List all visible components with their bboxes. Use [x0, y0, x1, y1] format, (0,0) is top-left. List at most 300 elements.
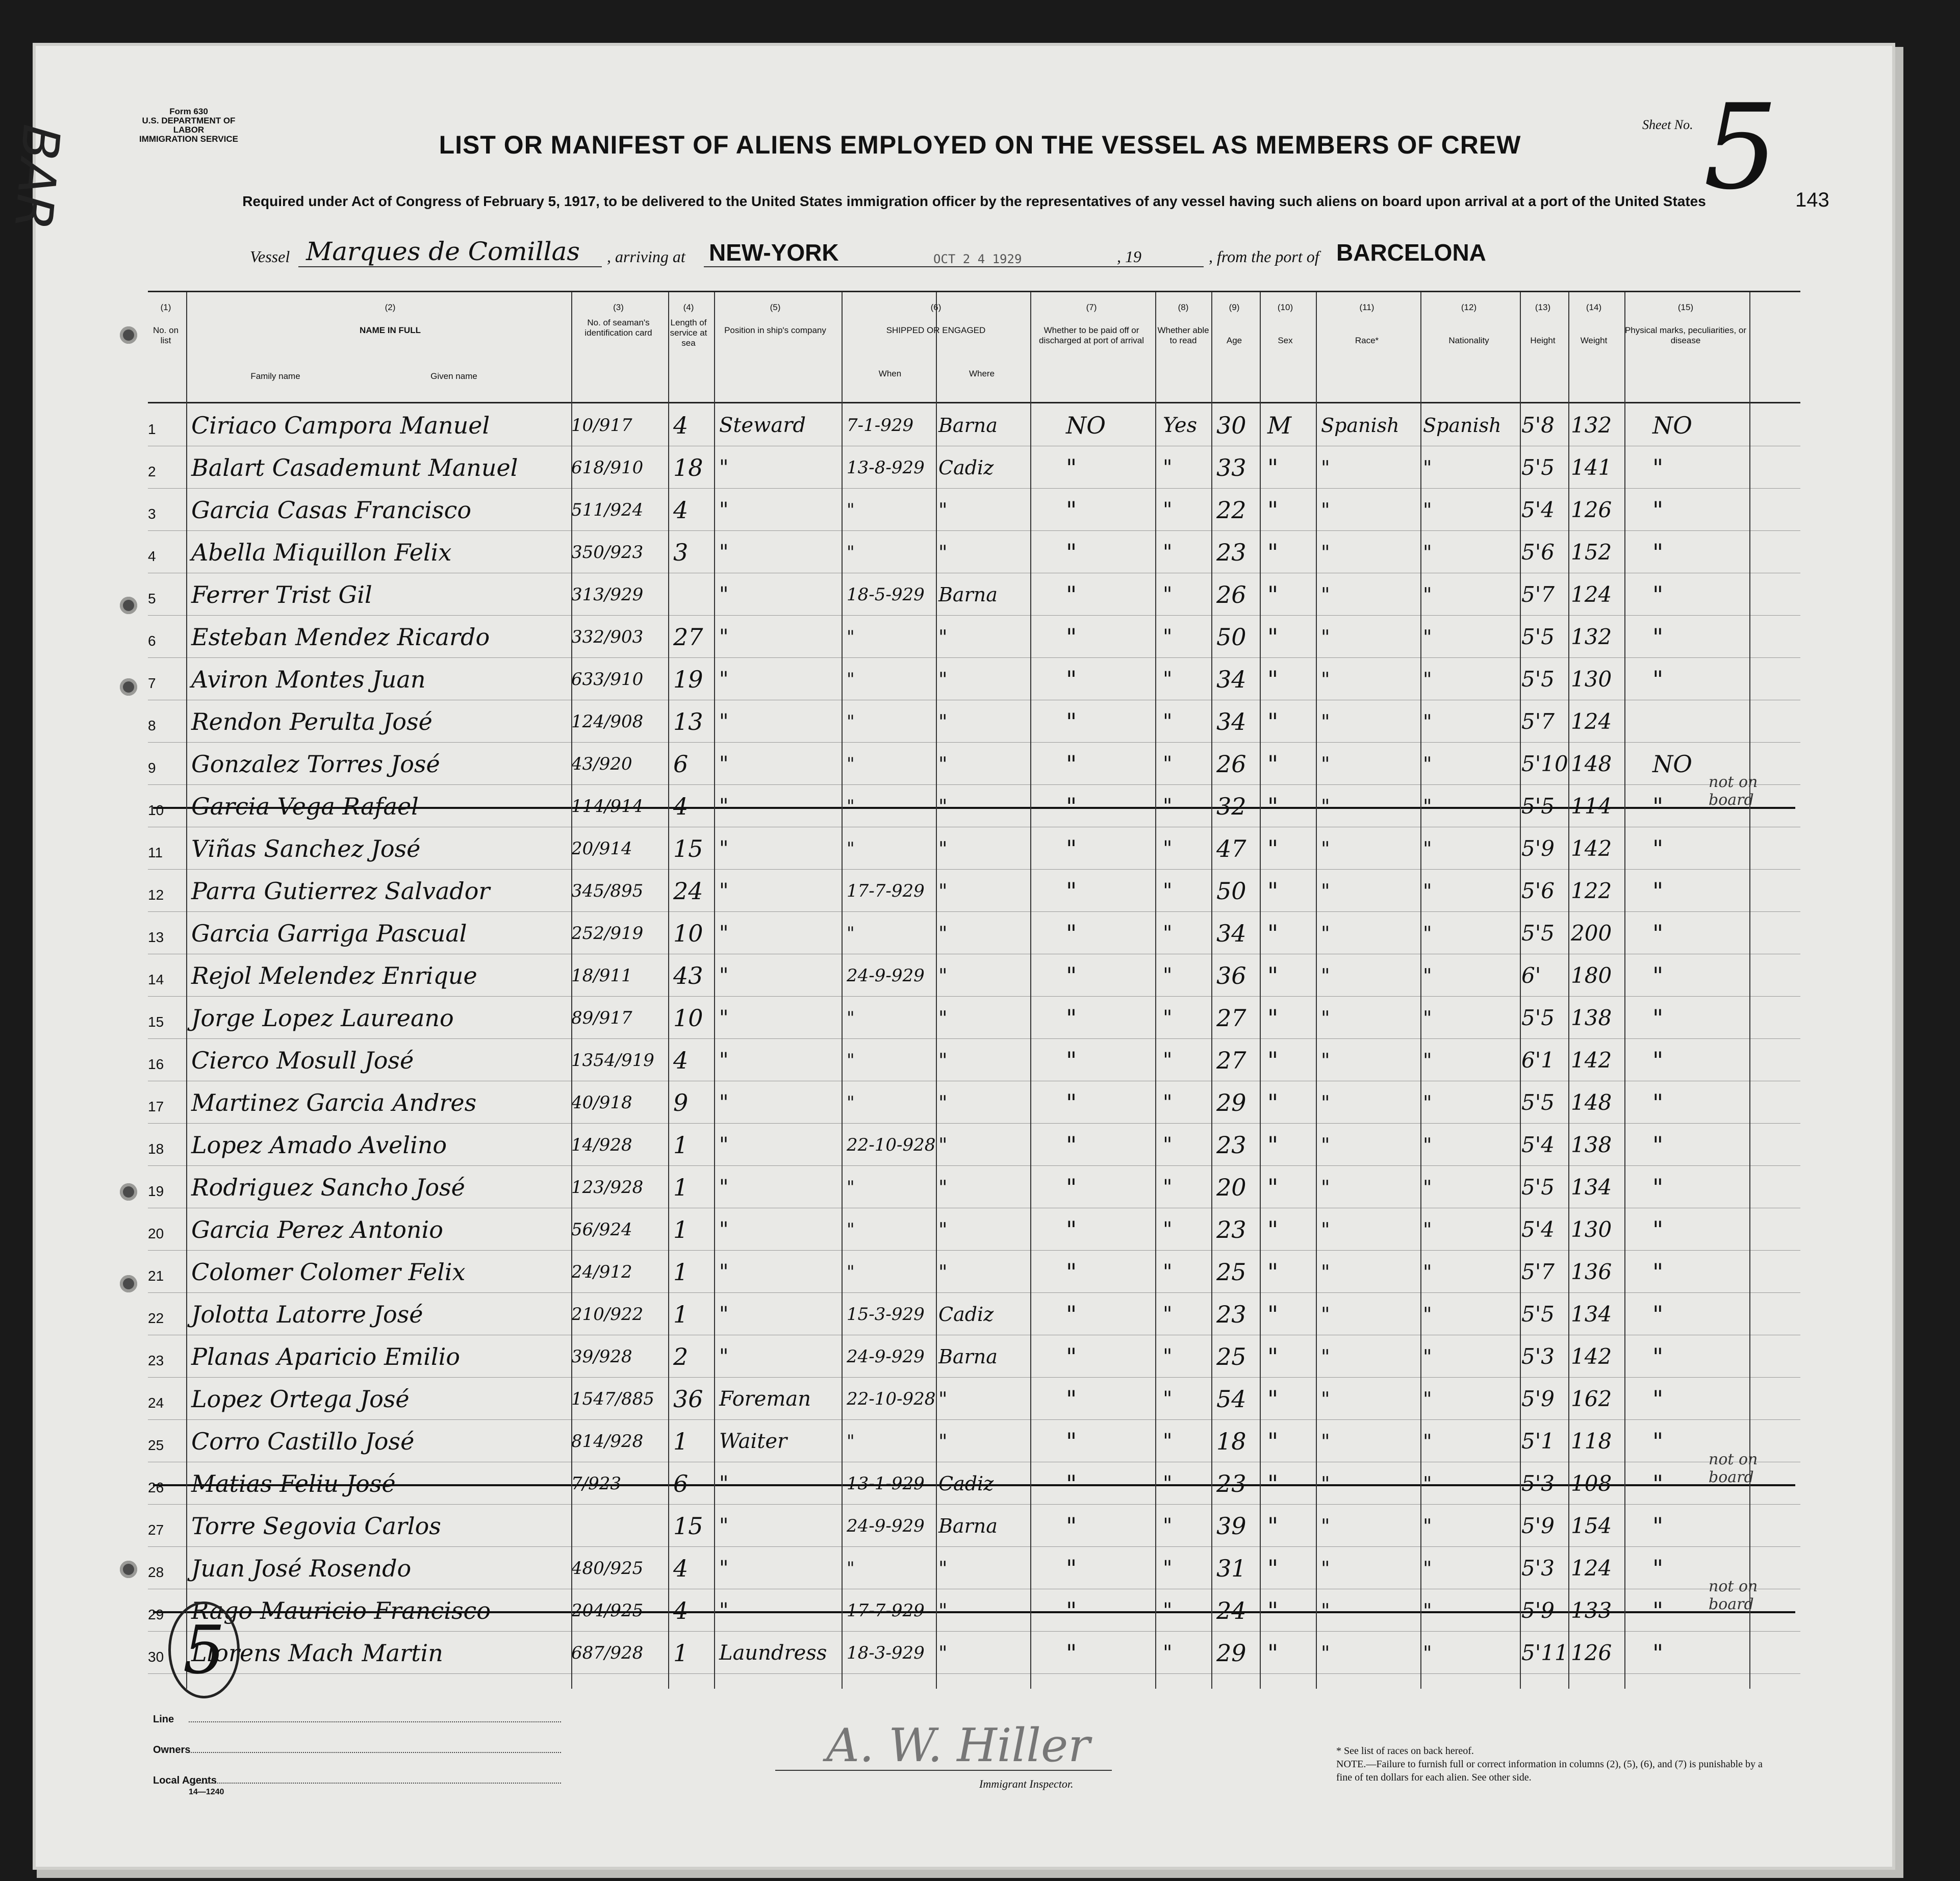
cell-name: Martinez Garcia Andres [191, 1089, 477, 1116]
cell-able-to-read: Yes [1163, 414, 1198, 437]
cell-list-number: 29 [148, 1607, 164, 1622]
cell-paid-off: " [1066, 581, 1077, 608]
margin-note: BAR [3, 122, 72, 233]
punch-hole [120, 326, 137, 344]
cell-service-length: 1 [673, 1428, 689, 1455]
cell-race: " [1321, 922, 1330, 945]
cell-physical-marks: " [1652, 1131, 1664, 1159]
inspector-signature-line [775, 1770, 1112, 1771]
cell-able-to-read: " [1163, 1133, 1173, 1157]
cell-race: " [1321, 1599, 1330, 1622]
cell-weight: 141 [1571, 455, 1612, 480]
cell-sex: " [1267, 1470, 1279, 1497]
cell-sex: " [1267, 750, 1279, 778]
cell-nationality: " [1423, 922, 1432, 945]
table-row [148, 1377, 1800, 1420]
cell-physical-marks: " [1652, 623, 1664, 651]
cell-nationality: " [1423, 795, 1432, 818]
cell-position: " [719, 1218, 729, 1241]
cell-shipped-where: " [938, 499, 948, 521]
cell-shipped-where: " [938, 541, 948, 564]
page-title: LIST OR MANIFEST OF ALIENS EMPLOYED ON THE VESSEL AS MEMBERS OF CREW [439, 131, 1521, 159]
cell-physical-marks: " [1652, 539, 1664, 566]
cell-height: 5'6 [1521, 540, 1555, 565]
cell-nationality: " [1423, 753, 1432, 775]
cell-physical-marks: " [1652, 581, 1664, 608]
column-rule [1749, 292, 1750, 1689]
cell-card-number: 24/912 [571, 1262, 632, 1282]
cell-sex: " [1267, 835, 1279, 862]
cell-card-number: 350/923 [571, 542, 644, 563]
cell-able-to-read: " [1163, 498, 1173, 522]
cell-physical-marks: " [1652, 666, 1664, 693]
cell-shipped-when: " [847, 1050, 855, 1071]
column-rule [1211, 292, 1212, 1689]
cell-paid-off: " [1066, 1597, 1077, 1624]
cell-shipped-where: " [938, 1261, 948, 1283]
column-rule [1155, 292, 1156, 1689]
cell-paid-off: " [1066, 750, 1077, 778]
cell-shipped-when: 17-7-929 [847, 1600, 925, 1621]
cell-service-length: 4 [673, 1597, 689, 1624]
table-row [148, 530, 1800, 573]
cell-race: " [1321, 1091, 1330, 1114]
cell-weight: 142 [1571, 836, 1612, 861]
cell-physical-marks: " [1652, 920, 1664, 947]
cell-shipped-when: 15-3-929 [847, 1304, 925, 1325]
cell-nationality: " [1423, 1345, 1432, 1368]
cell-able-to-read: " [1163, 1514, 1173, 1538]
cell-physical-marks: NO [1652, 750, 1692, 778]
cell-shipped-when: 24-9-929 [847, 1346, 925, 1367]
cell-service-length: 10 [673, 1004, 703, 1032]
cell-name: Rodriguez Sancho José [191, 1174, 465, 1201]
cell-paid-off: " [1066, 1301, 1077, 1328]
cell-paid-off: " [1066, 877, 1077, 905]
cell-service-length: 1 [673, 1639, 689, 1667]
cell-age: 39 [1216, 1512, 1246, 1540]
cell-race: " [1321, 753, 1330, 775]
cell-name: Llorens Mach Martin [191, 1639, 443, 1667]
cell-name: Viñas Sanchez José [191, 835, 421, 862]
sheet-number-label: Sheet No. [1642, 117, 1693, 132]
cell-weight: 132 [1571, 413, 1612, 438]
cell-service-length: 18 [673, 454, 703, 481]
footnote [1336, 1744, 1775, 1784]
cell-race: " [1321, 1345, 1330, 1368]
cell-name: Matias Feliu José [191, 1470, 396, 1497]
cell-weight: 124 [1571, 709, 1612, 734]
cell-shipped-where: " [938, 753, 948, 775]
cell-card-number: 39/928 [571, 1346, 632, 1367]
cell-service-length: 36 [673, 1385, 703, 1413]
cell-able-to-read: " [1163, 1260, 1173, 1284]
cell-list-number: 7 [148, 675, 156, 691]
column-rule [1420, 292, 1421, 1689]
table-row [148, 1578, 1800, 1632]
cell-weight: 134 [1571, 1175, 1612, 1200]
cell-name: Colomer Colomer Felix [191, 1258, 466, 1286]
cell-race: " [1321, 1515, 1330, 1537]
header-col-9: (9) Age [1226, 302, 1242, 345]
cell-shipped-where: " [938, 1218, 948, 1241]
punch-hole [120, 678, 137, 696]
cell-paid-off: " [1066, 1047, 1077, 1074]
cell-age: 23 [1216, 539, 1246, 566]
cell-sex: " [1267, 454, 1279, 481]
table-row [148, 657, 1800, 700]
cell-shipped-when: " [847, 796, 855, 817]
cell-able-to-read: " [1163, 922, 1173, 945]
table-row [148, 996, 1800, 1039]
cell-list-number: 21 [148, 1268, 164, 1284]
cell-nationality: " [1423, 1388, 1432, 1410]
column-rule [936, 292, 937, 1689]
cell-age: 54 [1216, 1385, 1246, 1413]
cell-able-to-read: " [1163, 1641, 1173, 1665]
cell-weight: 138 [1571, 1132, 1612, 1157]
cell-position: Foreman [719, 1387, 811, 1411]
cell-height: 5'5 [1521, 1005, 1555, 1030]
cell-name: Garcia Perez Antonio [191, 1216, 443, 1243]
not-on-board-note: not on board [1709, 773, 1758, 809]
cell-position: " [719, 498, 729, 522]
table-row [148, 1451, 1800, 1505]
cell-race: " [1321, 1007, 1330, 1029]
cell-age: 34 [1216, 708, 1246, 735]
cell-height: 6' [1521, 963, 1541, 988]
cell-position: " [719, 1133, 729, 1157]
cell-list-number: 9 [148, 760, 156, 776]
cell-list-number: 5 [148, 591, 156, 606]
cell-card-number: 18/911 [571, 965, 632, 986]
cell-position: " [719, 1599, 729, 1622]
cell-physical-marks: " [1652, 1258, 1664, 1286]
cell-shipped-when: 22-10-928 [847, 1135, 936, 1155]
cell-shipped-when: " [847, 711, 855, 732]
cell-card-number: 14/928 [571, 1135, 632, 1155]
header-col-1: (1) No. on list [152, 302, 179, 345]
cell-height: 5'9 [1521, 836, 1555, 861]
cell-name: Garcia Garriga Pascual [191, 920, 467, 947]
cell-weight: 180 [1571, 963, 1612, 988]
page-subtitle: Required under Act of Congress of February 5, 1917, to be delivered to the United States immigration officer by the representatives of any vessel having such aliens on board upon arrival at a port of the United States [242, 193, 1706, 209]
cell-height: 5'11 [1521, 1640, 1568, 1665]
cell-physical-marks: " [1652, 793, 1664, 820]
cell-shipped-where: " [938, 880, 948, 902]
cell-race: " [1321, 1049, 1330, 1072]
cell-physical-marks: " [1652, 1004, 1664, 1032]
cell-sex: " [1267, 1428, 1279, 1455]
cell-position: " [719, 1472, 729, 1495]
cell-weight: 138 [1571, 1005, 1612, 1030]
cell-position: " [719, 1514, 729, 1538]
cell-height: 5'7 [1521, 709, 1555, 734]
cell-shipped-where: Cadiz [938, 1472, 994, 1495]
cell-card-number: 123/928 [571, 1177, 644, 1198]
cell-name: Cierco Mosull José [191, 1047, 414, 1074]
cell-height: 6'1 [1521, 1048, 1555, 1073]
footnote-penalty: NOTE.—Failure to furnish full or correct information in columns (2), (5), (6), and (7) is punishable by a fine of ten dollars for each alien. See other side. [1336, 1759, 1763, 1783]
cell-paid-off: " [1066, 1555, 1077, 1582]
cell-shipped-where: " [938, 1134, 948, 1156]
cell-card-number: 633/910 [571, 669, 644, 690]
cell-physical-marks: NO [1652, 412, 1692, 439]
cell-paid-off: " [1066, 1385, 1077, 1413]
cell-race: " [1321, 1218, 1330, 1241]
cell-shipped-where: " [938, 1642, 948, 1664]
cell-list-number: 22 [148, 1310, 164, 1326]
cell-shipped-when: " [847, 838, 855, 859]
cell-physical-marks: " [1652, 1174, 1664, 1201]
local-agents-label: Local Agents [153, 1775, 217, 1786]
cell-height: 5'4 [1521, 1217, 1555, 1242]
cell-physical-marks: " [1652, 1216, 1664, 1243]
cell-able-to-read: " [1163, 1599, 1173, 1622]
cell-age: 24 [1216, 1597, 1246, 1624]
table-row [148, 1208, 1800, 1251]
cell-age: 29 [1216, 1639, 1246, 1667]
cell-shipped-when: " [847, 1092, 855, 1113]
cell-sex: " [1267, 708, 1279, 735]
cell-card-number: 313/929 [571, 584, 644, 605]
cell-sex: " [1267, 1174, 1279, 1201]
sheet-stamp-number: 143 [1795, 189, 1829, 211]
table-row [148, 869, 1800, 912]
cell-service-length: 4 [673, 793, 689, 820]
cell-list-number: 12 [148, 887, 164, 903]
header-col-11: (11) Race* [1355, 302, 1379, 345]
cell-service-length: 2 [673, 1343, 689, 1370]
cell-list-number: 26 [148, 1480, 164, 1495]
cell-nationality: " [1423, 1472, 1432, 1495]
cell-name: Parra Gutierrez Salvador [191, 877, 490, 905]
cell-card-number: 618/910 [571, 457, 644, 478]
cell-position: " [719, 668, 729, 691]
column-rule [714, 292, 715, 1689]
cell-name: Aviron Montes Juan [191, 666, 426, 693]
cell-name: Abella Miquillon Felix [191, 539, 452, 566]
cell-name: Rendon Perulta José [191, 708, 432, 735]
cell-card-number: 89/917 [571, 1008, 632, 1028]
table-row [148, 1165, 1800, 1208]
cell-race: " [1321, 1176, 1330, 1199]
cell-nationality: " [1423, 1642, 1432, 1664]
table-row [148, 742, 1800, 785]
strikethrough-line [153, 1611, 1795, 1613]
cell-shipped-where: " [938, 1007, 948, 1029]
cell-height: 5'8 [1521, 413, 1555, 438]
cell-sex: " [1267, 1385, 1279, 1413]
circled-sheet-number: 5 [168, 1602, 240, 1698]
cell-sex: " [1267, 1555, 1279, 1582]
crew-manifest-table [148, 291, 1800, 1689]
cell-height: 5'3 [1521, 1344, 1555, 1369]
cell-sex: " [1267, 1343, 1279, 1370]
cell-race: " [1321, 1388, 1330, 1410]
cell-shipped-when: 13-8-929 [847, 457, 925, 478]
cell-shipped-when: 13-1-929 [847, 1473, 925, 1494]
cell-position: " [719, 964, 729, 987]
cell-name: Jolotta Latorre José [191, 1301, 423, 1328]
cell-shipped-where: " [938, 710, 948, 733]
cell-paid-off: " [1066, 1470, 1077, 1497]
cell-name: Lopez Amado Avelino [191, 1131, 447, 1159]
cell-race: " [1321, 499, 1330, 521]
cell-race: " [1321, 964, 1330, 987]
cell-age: 34 [1216, 666, 1246, 693]
cell-shipped-where: " [938, 668, 948, 691]
cell-race: " [1321, 626, 1330, 648]
cell-age: 27 [1216, 1004, 1246, 1032]
cell-weight: 124 [1571, 582, 1612, 607]
cell-age: 18 [1216, 1428, 1246, 1455]
cell-sex: " [1267, 920, 1279, 947]
cell-list-number: 30 [148, 1649, 164, 1665]
cell-card-number: 345/895 [571, 881, 644, 901]
cell-nationality: " [1423, 1049, 1432, 1072]
header-where: Where [969, 369, 995, 378]
cell-card-number: 252/919 [571, 923, 644, 944]
cell-height: 5'5 [1521, 1175, 1555, 1200]
cell-name: Planas Aparicio Emilio [191, 1343, 460, 1370]
cell-able-to-read: " [1163, 541, 1173, 564]
cell-nationality: " [1423, 456, 1432, 479]
header-col-2: (2) NAME IN FULL [360, 302, 421, 335]
cell-position: " [719, 625, 729, 649]
punch-hole [120, 597, 137, 614]
cell-weight: 132 [1571, 624, 1612, 649]
cell-list-number: 3 [148, 506, 156, 522]
cell-shipped-where: " [938, 1176, 948, 1199]
cell-service-length: 19 [673, 666, 703, 693]
cell-age: 29 [1216, 1089, 1246, 1116]
table-row [148, 446, 1800, 489]
cell-list-number: 8 [148, 718, 156, 733]
cell-physical-marks: " [1652, 1047, 1664, 1074]
cell-card-number: 124/908 [571, 711, 644, 732]
cell-paid-off: " [1066, 1216, 1077, 1243]
cell-nationality: " [1423, 1134, 1432, 1156]
table-row [148, 615, 1800, 658]
cell-shipped-where: " [938, 626, 948, 648]
cell-nationality: " [1423, 1303, 1432, 1326]
cell-shipped-when: " [847, 754, 855, 774]
cell-paid-off: " [1066, 1004, 1077, 1032]
cell-weight: 108 [1571, 1471, 1612, 1496]
cell-nationality: " [1423, 1176, 1432, 1199]
cell-sex: " [1267, 793, 1279, 820]
departure-port: BARCELONA [1336, 239, 1486, 266]
cell-position: " [719, 541, 729, 564]
cell-able-to-read: " [1163, 1218, 1173, 1241]
cell-list-number: 2 [148, 464, 156, 479]
cell-position: Waiter [719, 1430, 787, 1453]
cell-card-number: 10/917 [571, 415, 632, 436]
owners-label: Owners [153, 1744, 191, 1756]
cell-physical-marks: " [1652, 1470, 1664, 1497]
cell-sex: " [1267, 1258, 1279, 1286]
cell-height: 5'10 [1521, 751, 1568, 776]
vessel-name: Marques de Comillas [306, 237, 580, 266]
cell-service-length: 24 [673, 877, 703, 905]
cell-card-number: 20/914 [571, 838, 632, 859]
cell-race: " [1321, 1261, 1330, 1283]
cell-name: Lopez Ortega José [191, 1385, 410, 1413]
cell-list-number: 14 [148, 972, 164, 987]
cell-physical-marks: " [1652, 877, 1664, 905]
cell-position: " [719, 1006, 729, 1030]
cell-able-to-read: " [1163, 837, 1173, 860]
cell-race: Spanish [1321, 414, 1399, 437]
vessel-label: Vessel [250, 247, 290, 266]
column-rule [571, 292, 572, 1689]
form-department: U.S. DEPARTMENT OF LABOR [142, 116, 236, 135]
cell-shipped-where: Barna [938, 1515, 998, 1537]
cell-physical-marks: " [1652, 835, 1664, 862]
line-label: Line [153, 1714, 174, 1725]
cell-height: 5'5 [1521, 1090, 1555, 1115]
table-row [148, 1250, 1800, 1293]
cell-weight: 200 [1571, 921, 1612, 946]
cell-nationality: " [1423, 1430, 1432, 1453]
header-col-12: (12) Nationality [1448, 302, 1489, 345]
cell-shipped-when: 7-1-929 [847, 415, 914, 436]
cell-shipped-when: " [847, 669, 855, 690]
cell-paid-off: " [1066, 539, 1077, 566]
cell-race: " [1321, 1557, 1330, 1580]
cell-shipped-where: Barna [938, 583, 998, 606]
table-row [148, 700, 1800, 743]
cell-card-number: 43/920 [571, 754, 632, 774]
cell-position: " [719, 1260, 729, 1284]
cell-nationality: " [1423, 1557, 1432, 1580]
cell-shipped-when: 18-3-929 [847, 1643, 925, 1663]
strikethrough-line [153, 807, 1795, 809]
cell-height: 5'3 [1521, 1556, 1555, 1581]
cell-age: 31 [1216, 1555, 1246, 1582]
cell-paid-off: " [1066, 793, 1077, 820]
cell-position: " [719, 922, 729, 945]
cell-race: " [1321, 837, 1330, 860]
cell-height: 5'9 [1521, 1386, 1555, 1411]
column-rule [1030, 292, 1031, 1689]
cell-service-length: 1 [673, 1258, 689, 1286]
cell-shipped-where: Cadiz [938, 456, 994, 479]
year-label: , 19 [1117, 247, 1141, 266]
cell-card-number: 332/903 [571, 627, 644, 647]
cell-shipped-when: " [847, 1177, 855, 1198]
cell-position: " [719, 1345, 729, 1368]
cell-sex: " [1267, 1639, 1279, 1667]
cell-shipped-when: " [847, 1558, 855, 1579]
cell-age: 23 [1216, 1131, 1246, 1159]
cell-paid-off: " [1066, 1089, 1077, 1116]
cell-shipped-where: " [938, 1599, 948, 1622]
cell-age: 25 [1216, 1258, 1246, 1286]
cell-paid-off: " [1066, 835, 1077, 862]
cell-card-number: 687/928 [571, 1643, 644, 1663]
cell-able-to-read: " [1163, 583, 1173, 606]
cell-sex: " [1267, 623, 1279, 651]
cell-list-number: 17 [148, 1099, 164, 1114]
header-col-4: (4) Length of service at sea [670, 302, 707, 348]
cell-weight: 133 [1571, 1598, 1612, 1623]
cell-paid-off: " [1066, 1258, 1077, 1286]
cell-weight: 130 [1571, 667, 1612, 692]
cell-able-to-read: " [1163, 1091, 1173, 1114]
cell-weight: 142 [1571, 1344, 1612, 1369]
